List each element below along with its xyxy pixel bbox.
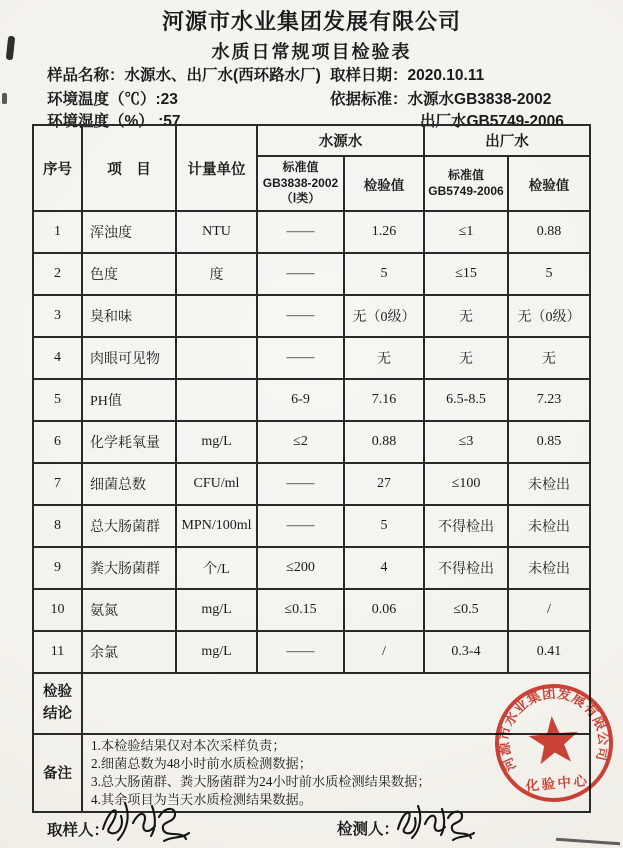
cell-item: 浑浊度: [82, 211, 176, 253]
tester-label: 检测人：: [337, 821, 400, 838]
table-row: [33, 589, 590, 631]
table-row: [33, 253, 590, 295]
sample-date-label: 取样日期：: [330, 67, 408, 84]
table-row: [33, 379, 590, 421]
cell-std-factory: ≤100: [424, 463, 508, 505]
table-row: [33, 463, 590, 505]
standard-label: 依据标准：: [330, 91, 408, 108]
cell-val-source: 1.26: [344, 211, 424, 253]
cell-unit: CFU/ml: [176, 463, 257, 505]
sample-date-line: [330, 63, 484, 85]
cell-std-source: ——: [257, 211, 344, 253]
cell-item: 色度: [82, 253, 176, 295]
table-row: [33, 295, 590, 337]
cell-unit: 个/L: [176, 547, 257, 589]
cell-no: 6: [33, 421, 82, 463]
env-temp-label: 环境温度（℃）:: [47, 91, 161, 108]
remark-label: 备注: [33, 734, 82, 812]
seal-ring-text: 河源市水业集团发展有限公司: [496, 685, 612, 774]
remark-line: 4.其余项目为当天水质检测结果数据。: [91, 791, 312, 807]
scan-artifact: [2, 93, 7, 104]
cell-item: 肉眼可见物: [82, 337, 176, 379]
cell-std-factory: ≤3: [424, 421, 508, 463]
cell-item: 细菌总数: [82, 463, 176, 505]
company-seal-stamp: [481, 670, 623, 815]
table-row: [33, 337, 590, 379]
cell-std-factory: 无: [424, 295, 508, 337]
cell-std-source: ≤200: [257, 547, 344, 589]
cell-item: 臭和味: [82, 295, 176, 337]
cell-val-factory: 无: [508, 337, 590, 379]
cell-val-source: 0.06: [344, 589, 424, 631]
remark-line: 3.总大肠菌群、粪大肠菌群为24小时前水质检测结果数据；: [91, 773, 431, 789]
cell-val-factory: 无（0级）: [508, 295, 590, 337]
cell-no: 2: [33, 253, 82, 295]
cell-val-factory: 7.23: [508, 379, 590, 421]
table-row: [33, 211, 590, 253]
cell-std-source: ——: [257, 463, 344, 505]
cell-std-source: ≤2: [257, 421, 344, 463]
cell-no: 3: [33, 295, 82, 337]
sample-name-value: 水源水、出厂水(西环路水厂): [124, 67, 321, 84]
cell-std-factory: 不得检出: [424, 505, 508, 547]
cell-val-source: 4: [344, 547, 424, 589]
cell-val-factory: 0.41: [508, 631, 590, 673]
cell-val-factory: /: [508, 589, 590, 631]
cell-std-factory: 6.5-8.5: [424, 379, 508, 421]
cell-no: 11: [33, 631, 82, 673]
cell-item: 余氯: [82, 631, 176, 673]
env-humidity-label: 环境湿度（%） :: [47, 113, 164, 130]
col-header-std-factory: [424, 156, 508, 211]
col-header-check-source: 检验值: [344, 156, 424, 211]
cell-val-factory: 未检出: [508, 505, 590, 547]
remark-line: 2.细菌总数为48小时前水质检测数据；: [91, 755, 312, 771]
standard-source-line: [330, 87, 551, 109]
conclusion-label: [33, 673, 82, 734]
cell-std-factory: 不得检出: [424, 547, 508, 589]
cell-std-source: ——: [257, 253, 344, 295]
standard-source-value: 水源水GB3838-2002: [407, 91, 552, 108]
standard-factory-value: 出厂水GB5749-2006: [420, 113, 564, 130]
env-temp-value: 23: [160, 91, 178, 108]
cell-unit: MPN/100ml: [176, 505, 257, 547]
seal-center-text: 化验中心: [524, 773, 591, 794]
cell-std-factory: ≤0.5: [424, 589, 508, 631]
cell-std-factory: ≤1: [424, 211, 508, 253]
cell-val-source: 无（0级）: [344, 295, 424, 337]
sampler-label: 取样人：: [47, 822, 110, 839]
std-source-code: GB3838-2002: [262, 175, 339, 190]
seal-star: [527, 714, 580, 765]
cell-val-factory: 5: [508, 253, 590, 295]
cell-std-factory: 0.3-4: [424, 631, 508, 673]
remark-line: 1.本检验结果仅对本次采样负责；: [91, 738, 286, 753]
cell-val-source: /: [344, 631, 424, 673]
cell-no: 9: [33, 547, 82, 589]
table-row: [33, 505, 590, 547]
col-header-unit: 计量单位: [176, 125, 257, 211]
cell-val-source: 5: [344, 505, 424, 547]
sample-name-line: [47, 63, 321, 85]
cell-val-source: 7.16: [344, 379, 424, 421]
scan-artifact: [556, 838, 620, 845]
header-group-row: [33, 125, 590, 156]
cell-std-factory: 无: [424, 337, 508, 379]
sample-date-value: 2020.10.11: [407, 67, 485, 84]
col-header-std-source: [257, 156, 344, 211]
cell-val-factory: 0.85: [508, 421, 590, 463]
table-row: [33, 421, 590, 463]
cell-unit: NTU: [176, 211, 257, 253]
col-header-check-factory: 检验值: [508, 156, 590, 211]
form-title: 水质日常规项目检验表: [211, 42, 412, 62]
cell-val-source: 无: [344, 337, 424, 379]
cell-val-source: 27: [344, 463, 424, 505]
table-row: [33, 631, 590, 673]
cell-std-source: ——: [257, 631, 344, 673]
cell-val-source: 0.88: [344, 421, 424, 463]
cell-unit: mg/L: [176, 421, 257, 463]
company-title: 河源市水业集团发展有限公司: [161, 9, 461, 34]
cell-item: 氨氮: [82, 589, 176, 631]
cell-item: 粪大肠菌群: [82, 547, 176, 589]
cell-no: 1: [33, 211, 82, 253]
env-humidity-value: 57: [163, 113, 181, 130]
table-body: [33, 211, 590, 673]
conclusion-label-line1: 检验: [43, 684, 72, 701]
cell-val-factory: 未检出: [508, 463, 590, 505]
cell-no: 4: [33, 337, 82, 379]
cell-unit: [176, 295, 257, 337]
col-group-factory-water: 出厂水: [424, 125, 590, 156]
env-temp-line: [47, 87, 178, 109]
table-row: [33, 547, 590, 589]
cell-val-factory: 0.88: [508, 211, 590, 253]
cell-item: 总大肠菌群: [82, 505, 176, 547]
cell-unit: mg/L: [176, 631, 257, 673]
sample-name-label: 样品名称：: [47, 67, 125, 84]
conclusion-label-line2: 结论: [43, 705, 72, 722]
cell-item: 化学耗氧量: [82, 421, 176, 463]
cell-val-source: 5: [344, 253, 424, 295]
cell-unit: 度: [176, 253, 257, 295]
std-source-class: （Ⅰ类）: [280, 191, 321, 206]
cell-no: 10: [33, 589, 82, 631]
cell-unit: mg/L: [176, 589, 257, 631]
cell-unit: [176, 379, 257, 421]
cell-item: PH值: [82, 379, 176, 421]
cell-no: 7: [33, 463, 82, 505]
std-source-title: 标准值: [282, 160, 319, 175]
cell-std-source: ≤0.15: [257, 589, 344, 631]
col-group-source-water: 水源水: [257, 125, 424, 156]
cell-std-source: ——: [257, 337, 344, 379]
cell-val-factory: 未检出: [508, 547, 590, 589]
col-header-item: 项 目: [82, 125, 176, 211]
std-factory-code: GB5749-2006: [428, 183, 504, 198]
cell-no: 5: [33, 379, 82, 421]
cell-std-source: ——: [257, 295, 344, 337]
cell-std-source: ——: [257, 505, 344, 547]
std-factory-title: 标准值: [447, 167, 484, 182]
cell-std-factory: ≤15: [424, 253, 508, 295]
cell-no: 8: [33, 505, 82, 547]
col-header-no: 序号: [33, 125, 82, 211]
cell-unit: [176, 337, 257, 379]
cell-std-source: 6-9: [257, 379, 344, 421]
